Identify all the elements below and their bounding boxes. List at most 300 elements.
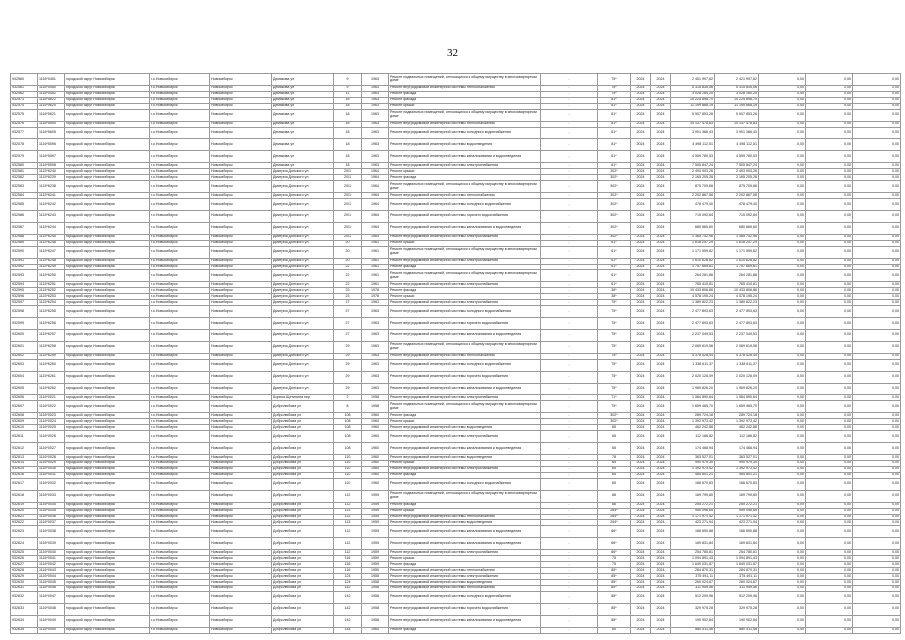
- zero-cost-1-cell: 0,00: [759, 264, 806, 270]
- row-id-cell: 932582: [11, 175, 38, 181]
- zero-cost-3-cell: 0,00: [853, 288, 901, 294]
- volume-cell: 61*: [598, 264, 631, 270]
- dash-cell: -: [541, 502, 598, 508]
- page-number: 32: [447, 47, 458, 59]
- zero-cost-3-cell: 0,00: [853, 121, 901, 127]
- house-number-cell: 18: [334, 121, 362, 127]
- zero-cost-3-cell: 0,00: [853, 466, 901, 472]
- object-code-cell: 1116*0024: [38, 419, 65, 425]
- dash-cell: -: [541, 383, 598, 395]
- end-year-cell: 2024: [651, 568, 671, 574]
- zero-cost-3-cell: 0,00: [853, 139, 901, 151]
- end-year-cell: 2024: [651, 222, 671, 234]
- build-year-cell: 1958: [362, 574, 389, 580]
- row-id-cell: 932561: [11, 85, 38, 91]
- volume-cell: 75*: [598, 85, 631, 91]
- end-year-cell: 2024: [651, 455, 671, 461]
- fund-cost-cell: 1 392 973,42: [715, 466, 759, 472]
- zero-cost-2-cell: 0,00: [806, 288, 853, 294]
- zero-cost-1-cell: 0,00: [759, 466, 806, 472]
- total-cost-cell: 765 410,81: [671, 282, 715, 288]
- start-year-cell: 2024: [631, 508, 651, 514]
- zero-cost-3-cell: 0,00: [853, 395, 901, 401]
- region-cell: городской округ Новосибирск: [65, 443, 150, 455]
- start-year-cell: 2024: [631, 395, 651, 401]
- street-cell: Добролюбова ул: [272, 419, 334, 425]
- dash-cell: -: [541, 359, 598, 371]
- house-number-cell: 18: [334, 151, 362, 163]
- work-type-cell: Ремонт подвальных помещений, относящихся к общему имуществу в многоквартирном доме: [389, 109, 541, 121]
- work-type-cell: Ремонт фасада: [389, 91, 541, 97]
- fund-cost-cell: 166 670,83: [715, 478, 759, 490]
- table-row: [11, 139, 901, 151]
- zero-cost-1-cell: 0,00: [759, 472, 806, 478]
- house-number-cell: 113: [334, 508, 362, 514]
- total-cost-cell: 2 451 997,62: [671, 74, 715, 86]
- end-year-cell: 2024: [651, 490, 671, 502]
- city-cell: Новосибирск: [210, 270, 272, 282]
- total-cost-cell: 478 479,40: [671, 199, 715, 211]
- dash-cell: -: [541, 401, 598, 413]
- start-year-cell: 2024: [631, 264, 651, 270]
- region-cell: городской округ Новосибирск: [65, 306, 150, 318]
- object-code-cell: 1116*0026: [38, 431, 65, 443]
- total-cost-cell: 1 969 826,20: [671, 383, 715, 395]
- city-cell: Новосибирск: [210, 478, 272, 490]
- row-id-cell: 932630: [11, 580, 38, 586]
- zero-cost-2-cell: 0,00: [806, 85, 853, 91]
- zero-cost-3-cell: 0,00: [853, 258, 901, 264]
- zero-cost-2-cell: 0,00: [806, 466, 853, 472]
- work-type-cell: Ремонт подвальных помещений, относящихся к общему имуществу в многоквартирном доме: [389, 490, 541, 502]
- build-year-cell: 1959: [362, 520, 389, 526]
- house-number-cell: 108: [334, 443, 362, 455]
- region-cell: городской округ Новосибирск: [65, 550, 150, 556]
- street-cell: Добролюбова ул: [272, 591, 334, 603]
- start-year-cell: 2024: [631, 568, 651, 574]
- region-cell: городской округ Новосибирск: [65, 502, 150, 508]
- region-cell: городской округ Новосибирск: [65, 627, 150, 633]
- zero-cost-2-cell: 0,00: [806, 270, 853, 282]
- build-year-cell: 1959: [362, 568, 389, 574]
- locality-cell: г.о.Новосибирск: [150, 574, 210, 580]
- city-cell: Новосибирск: [210, 383, 272, 395]
- city-cell: Новосибирск: [210, 85, 272, 91]
- work-type-cell: Ремонт внутридомовой инженерной системы горячего водоснабжения: [389, 210, 541, 222]
- build-year-cell: 1959: [362, 490, 389, 502]
- house-number-cell: 112: [334, 490, 362, 502]
- start-year-cell: 2024: [631, 615, 651, 627]
- object-code-cell: 1115*6243: [38, 210, 65, 222]
- dash-cell: -: [541, 175, 598, 181]
- volume-cell: 81*: [598, 151, 631, 163]
- end-year-cell: 2024: [651, 556, 671, 562]
- locality-cell: г.о.Новосибирск: [150, 615, 210, 627]
- end-year-cell: 2024: [651, 603, 671, 615]
- city-cell: Новосибирск: [210, 359, 272, 371]
- zero-cost-1-cell: 0,00: [759, 580, 806, 586]
- build-year-cell: 1963: [362, 85, 389, 91]
- build-year-cell: 1959: [362, 562, 389, 568]
- locality-cell: г.о.Новосибирск: [150, 591, 210, 603]
- total-cost-cell: 2 069 619,56: [671, 341, 715, 353]
- end-year-cell: 2024: [651, 341, 671, 353]
- city-cell: Новосибирск: [210, 466, 272, 472]
- region-cell: городской округ Новосибирск: [65, 103, 150, 109]
- work-type-cell: Ремонт внутридомовой инженерной системы канализования и водоотведения: [389, 329, 541, 341]
- end-year-cell: 2024: [651, 383, 671, 395]
- dash-cell: -: [541, 163, 598, 169]
- zero-cost-3-cell: 0,00: [853, 359, 901, 371]
- end-year-cell: 2024: [651, 627, 671, 633]
- row-id-cell: 932616: [11, 472, 38, 478]
- region-cell: городской округ Новосибирск: [65, 395, 150, 401]
- end-year-cell: 2024: [651, 264, 671, 270]
- locality-cell: г.о.Новосибирск: [150, 603, 210, 615]
- work-type-cell: Ремонт внутридомовой инженерной системы канализования и водоотведения: [389, 526, 541, 538]
- region-cell: городской округ Новосибирск: [65, 169, 150, 175]
- street-cell: Добролюбова ул: [272, 514, 334, 520]
- row-id-cell: 932622: [11, 520, 38, 526]
- object-code-cell: 1115*6261: [38, 371, 65, 383]
- zero-cost-2-cell: 0,00: [806, 508, 853, 514]
- zero-cost-2-cell: 0,00: [806, 526, 853, 538]
- street-cell: Добролюбова ул: [272, 472, 334, 478]
- volume-cell: 75*: [598, 329, 631, 341]
- house-number-cell: 20/1: [334, 222, 362, 234]
- zero-cost-2-cell: 0,00: [806, 246, 853, 258]
- locality-cell: г.о.Новосибирск: [150, 341, 210, 353]
- street-cell: Демакова ул: [272, 97, 334, 103]
- object-code-cell: 1115*6254: [38, 300, 65, 306]
- region-cell: городской округ Новосибирск: [65, 240, 150, 246]
- zero-cost-1-cell: 0,00: [759, 359, 806, 371]
- row-id-cell: 932609: [11, 419, 38, 425]
- zero-cost-2-cell: 0,00: [806, 300, 853, 306]
- dash-cell: -: [541, 455, 598, 461]
- locality-cell: г.о.Новосибирск: [150, 234, 210, 240]
- fund-cost-cell: 5 507 853,26: [715, 109, 759, 121]
- zero-cost-3-cell: 0,00: [853, 627, 901, 633]
- total-cost-cell: 2 237 049,53: [671, 329, 715, 341]
- build-year-cell: 1964: [362, 199, 389, 211]
- dash-cell: -: [541, 591, 598, 603]
- locality-cell: г.о.Новосибирск: [150, 127, 210, 139]
- volume-cell: 302*: [598, 419, 631, 425]
- fund-cost-cell: 10 433 806,86: [715, 288, 759, 294]
- volume-cell: 302*: [598, 234, 631, 240]
- zero-cost-1-cell: 0,00: [759, 97, 806, 103]
- work-type-cell: Ремонт внутридомовой инженерной системы водоотведения: [389, 580, 541, 586]
- table-row: [11, 371, 901, 383]
- total-cost-cell: 512 209,96: [671, 591, 715, 603]
- zero-cost-3-cell: 0,00: [853, 431, 901, 443]
- city-cell: Новосибирск: [210, 580, 272, 586]
- street-cell: Дмитрия Донского ул: [272, 181, 334, 193]
- zero-cost-3-cell: 0,00: [853, 127, 901, 139]
- table-row: [11, 538, 901, 550]
- start-year-cell: 2024: [631, 401, 651, 413]
- object-code-cell: 1116*0032: [38, 478, 65, 490]
- dash-cell: -: [541, 91, 598, 97]
- work-type-cell: Ремонт фасада: [389, 413, 541, 419]
- fund-cost-cell: 169 831,84: [715, 538, 759, 550]
- zero-cost-1-cell: 0,00: [759, 502, 806, 508]
- dash-cell: -: [541, 127, 598, 139]
- work-type-cell: Ремонт подвальных помещений, относящихся к общему имуществу в многоквартирном доме: [389, 181, 541, 193]
- table-row: [11, 478, 901, 490]
- row-id-cell: 932592: [11, 264, 38, 270]
- work-type-cell: Ремонт внутридомовой инженерной системы водоотведения: [389, 455, 541, 461]
- fund-cost-cell: 7 505 847,24: [715, 163, 759, 169]
- total-cost-cell: 462 242,88: [671, 425, 715, 431]
- end-year-cell: 2024: [651, 103, 671, 109]
- zero-cost-1-cell: 0,00: [759, 222, 806, 234]
- city-cell: Новосибирск: [210, 508, 272, 514]
- house-number-cell: 112: [334, 502, 362, 508]
- table-row: [11, 306, 901, 318]
- work-type-cell: Ремонт внутридомовой инженерной системы канализования и водоотведения: [389, 538, 541, 550]
- row-id-cell: 932586: [11, 210, 38, 222]
- zero-cost-2-cell: 0,00: [806, 443, 853, 455]
- zero-cost-3-cell: 0,00: [853, 222, 901, 234]
- volume-cell: 302*: [598, 175, 631, 181]
- total-cost-cell: 1 610 628,82: [671, 258, 715, 264]
- dash-cell: -: [541, 478, 598, 490]
- object-code-cell: 1116*0452: [38, 91, 65, 97]
- house-number-cell: 124: [334, 580, 362, 586]
- start-year-cell: 2024: [631, 300, 651, 306]
- locality-cell: г.о.Новосибирск: [150, 359, 210, 371]
- start-year-cell: 2024: [631, 580, 651, 586]
- start-year-cell: 2024: [631, 97, 651, 103]
- start-year-cell: 2024: [631, 538, 651, 550]
- zero-cost-1-cell: 0,00: [759, 169, 806, 175]
- street-cell: Дмитрия Донского ул: [272, 175, 334, 181]
- row-id-cell: 932577: [11, 127, 38, 139]
- object-code-cell: 1116*5620: [38, 103, 65, 109]
- zero-cost-2-cell: 0,00: [806, 139, 853, 151]
- locality-cell: г.о.Новосибирск: [150, 318, 210, 330]
- city-cell: Новосибирск: [210, 91, 272, 97]
- street-cell: Дмитрия Донского ул: [272, 341, 334, 353]
- city-cell: Новосибирск: [210, 514, 272, 520]
- locality-cell: г.о.Новосибирск: [150, 282, 210, 288]
- row-id-cell: 932618: [11, 490, 38, 502]
- work-type-cell: Ремонт внутридомовой инженерной системы водоотведения: [389, 139, 541, 151]
- dash-cell: -: [541, 556, 598, 562]
- region-cell: городской округ Новосибирск: [65, 466, 150, 472]
- row-id-cell: 932601: [11, 341, 38, 353]
- table-row: [11, 210, 901, 222]
- city-cell: Новосибирск: [210, 193, 272, 199]
- locality-cell: г.о.Новосибирск: [150, 329, 210, 341]
- house-number-cell: 29: [334, 383, 362, 395]
- locality-cell: г.о.Новосибирск: [150, 109, 210, 121]
- total-cost-cell: 990 979,30: [671, 460, 715, 466]
- city-cell: Новосибирск: [210, 490, 272, 502]
- volume-cell: 85*: [598, 591, 631, 603]
- fund-cost-cell: 311 959,56: [715, 585, 759, 591]
- fund-cost-cell: 11 199 868,19: [715, 103, 759, 109]
- fund-cost-cell: 1 392 973,42: [715, 419, 759, 425]
- work-type-cell: Ремонт внутридомовой инженерной системы теплоснабжения: [389, 85, 541, 91]
- volume-cell: 66: [598, 502, 631, 508]
- city-cell: Новосибирск: [210, 341, 272, 353]
- total-cost-cell: 2 020 126,09: [671, 371, 715, 383]
- volume-cell: 75*: [598, 353, 631, 359]
- work-type-cell: Ремонт внутридомовой инженерной системы холодного водоснабжения: [389, 199, 541, 211]
- total-cost-cell: 169 799,80: [671, 490, 715, 502]
- object-code-cell: 1115*6248: [38, 258, 65, 264]
- start-year-cell: 2024: [631, 121, 651, 127]
- region-cell: городской округ Новосибирск: [65, 490, 150, 502]
- table-row: [11, 318, 901, 330]
- fund-cost-cell: 3 028 160,20: [715, 91, 759, 97]
- zero-cost-1-cell: 0,00: [759, 121, 806, 127]
- locality-cell: г.о.Новосибирск: [150, 425, 210, 431]
- zero-cost-3-cell: 0,00: [853, 246, 901, 258]
- total-cost-cell: 1 618 257,29: [671, 240, 715, 246]
- city-cell: Новосибирск: [210, 222, 272, 234]
- build-year-cell: 1958: [362, 591, 389, 603]
- table-row: [11, 443, 901, 455]
- total-cost-cell: 10 433 806,86: [671, 288, 715, 294]
- zero-cost-1-cell: 0,00: [759, 413, 806, 419]
- zero-cost-1-cell: 0,00: [759, 455, 806, 461]
- house-number-cell: 116: [334, 562, 362, 568]
- object-code-cell: 1116*0033: [38, 490, 65, 502]
- total-cost-cell: 2 477 893,63: [671, 306, 715, 318]
- end-year-cell: 2024: [651, 300, 671, 306]
- end-year-cell: 2024: [651, 163, 671, 169]
- locality-cell: г.о.Новосибирск: [150, 169, 210, 175]
- object-code-cell: 1116*0044: [38, 574, 65, 580]
- zero-cost-2-cell: 0,00: [806, 282, 853, 288]
- street-cell: Добролюбова ул: [272, 478, 334, 490]
- total-cost-cell: 4 498 112,51: [671, 139, 715, 151]
- total-cost-cell: 5 507 853,26: [671, 109, 715, 121]
- end-year-cell: 2024: [651, 246, 671, 258]
- zero-cost-2-cell: 0,00: [806, 258, 853, 264]
- zero-cost-1-cell: 0,00: [759, 127, 806, 139]
- locality-cell: г.о.Новосибирск: [150, 74, 210, 86]
- build-year-cell: 1961: [362, 240, 389, 246]
- end-year-cell: 2024: [651, 514, 671, 520]
- work-type-cell: Ремонт внутридомовой инженерной системы канализования и водоотведения: [389, 222, 541, 234]
- zero-cost-2-cell: 0,00: [806, 318, 853, 330]
- zero-cost-2-cell: 0,00: [806, 121, 853, 127]
- dash-cell: -: [541, 413, 598, 419]
- zero-cost-2-cell: 0,00: [806, 199, 853, 211]
- end-year-cell: 2024: [651, 460, 671, 466]
- volume-cell: 65: [598, 478, 631, 490]
- dash-cell: -: [541, 222, 598, 234]
- locality-cell: г.о.Новосибирск: [150, 163, 210, 169]
- volume-cell: 65: [598, 472, 631, 478]
- zero-cost-3-cell: 0,00: [853, 580, 901, 586]
- volume-cell: 81*: [598, 109, 631, 121]
- object-code-cell: 1115*6240: [38, 169, 65, 175]
- row-id-cell: 932611: [11, 431, 38, 443]
- zero-cost-3-cell: 0,00: [853, 300, 901, 306]
- build-year-cell: 1963: [362, 383, 389, 395]
- start-year-cell: 2024: [631, 210, 651, 222]
- work-type-cell: Ремонт внутридомовой инженерной системы электроснабжения: [389, 574, 541, 580]
- end-year-cell: 2024: [651, 97, 671, 103]
- object-code-cell: 1116*5622: [38, 97, 65, 103]
- total-cost-cell: 1 094 891,43: [671, 556, 715, 562]
- object-code-cell: 1116*0049: [38, 615, 65, 627]
- table-row: [11, 109, 901, 121]
- city-cell: Новосибирск: [210, 264, 272, 270]
- zero-cost-2-cell: 0,00: [806, 169, 853, 175]
- start-year-cell: 2024: [631, 234, 651, 240]
- zero-cost-1-cell: 0,00: [759, 526, 806, 538]
- end-year-cell: 2024: [651, 615, 671, 627]
- dash-cell: -: [541, 329, 598, 341]
- zero-cost-2-cell: 0,00: [806, 163, 853, 169]
- object-code-cell: 1115*6260: [38, 359, 65, 371]
- fund-cost-cell: 990 979,30: [715, 460, 759, 466]
- fund-cost-cell: 329 975,28: [715, 603, 759, 615]
- zero-cost-2-cell: 0,00: [806, 419, 853, 425]
- total-cost-cell: 11 199 868,19: [671, 103, 715, 109]
- start-year-cell: 2024: [631, 294, 651, 300]
- locality-cell: г.о.Новосибирск: [150, 443, 210, 455]
- build-year-cell: 1960: [362, 443, 389, 455]
- fund-cost-cell: 289 724,18: [715, 413, 759, 419]
- total-cost-cell: 166 690,88: [671, 526, 715, 538]
- zero-cost-1-cell: 0,00: [759, 395, 806, 401]
- start-year-cell: 2024: [631, 603, 651, 615]
- row-id-cell: 932575: [11, 109, 38, 121]
- fund-cost-cell: 5 315 835,06: [715, 85, 759, 91]
- zero-cost-3-cell: 0,00: [853, 329, 901, 341]
- house-number-cell: 11: [334, 91, 362, 97]
- house-number-cell: 113: [334, 520, 362, 526]
- object-code-cell: 1116*0040: [38, 550, 65, 556]
- region-cell: городской округ Новосибирск: [65, 383, 150, 395]
- start-year-cell: 2024: [631, 175, 651, 181]
- dash-cell: -: [541, 234, 598, 240]
- work-type-cell: Ремонт фасада: [389, 175, 541, 181]
- volume-cell: 78: [598, 455, 631, 461]
- work-type-cell: Ремонт внутридомовой инженерной системы теплоснабжения: [389, 585, 541, 591]
- city-cell: Новосибирск: [210, 538, 272, 550]
- zero-cost-1-cell: 0,00: [759, 258, 806, 264]
- total-cost-cell: 1 392 973,42: [671, 419, 715, 425]
- start-year-cell: 2024: [631, 556, 651, 562]
- work-type-cell: Ремонт подвальных помещений, относящихся к общему имуществу в многоквартирном доме: [389, 246, 541, 258]
- volume-cell: 81*: [598, 127, 631, 139]
- table-row: [11, 431, 901, 443]
- city-cell: Новосибирск: [210, 288, 272, 294]
- row-id-cell: 932581: [11, 169, 38, 175]
- row-id-cell: 932620: [11, 508, 38, 514]
- end-year-cell: 2024: [651, 478, 671, 490]
- volume-cell: 60: [598, 627, 631, 633]
- street-cell: Демакова ул: [272, 151, 334, 163]
- work-type-cell: Ремонт внутридомовой инженерной системы канализования и водоотведения: [389, 443, 541, 455]
- row-id-cell: 932588: [11, 234, 38, 240]
- work-type-cell: Ремонт внутридомовой инженерной системы электроснабжения: [389, 550, 541, 556]
- zero-cost-1-cell: 0,00: [759, 91, 806, 97]
- work-type-cell: Ремонт внутридомовой инженерной системы теплоснабжения: [389, 568, 541, 574]
- zero-cost-3-cell: 0,00: [853, 460, 901, 466]
- locality-cell: г.о.Новосибирск: [150, 288, 210, 294]
- end-year-cell: 2024: [651, 121, 671, 127]
